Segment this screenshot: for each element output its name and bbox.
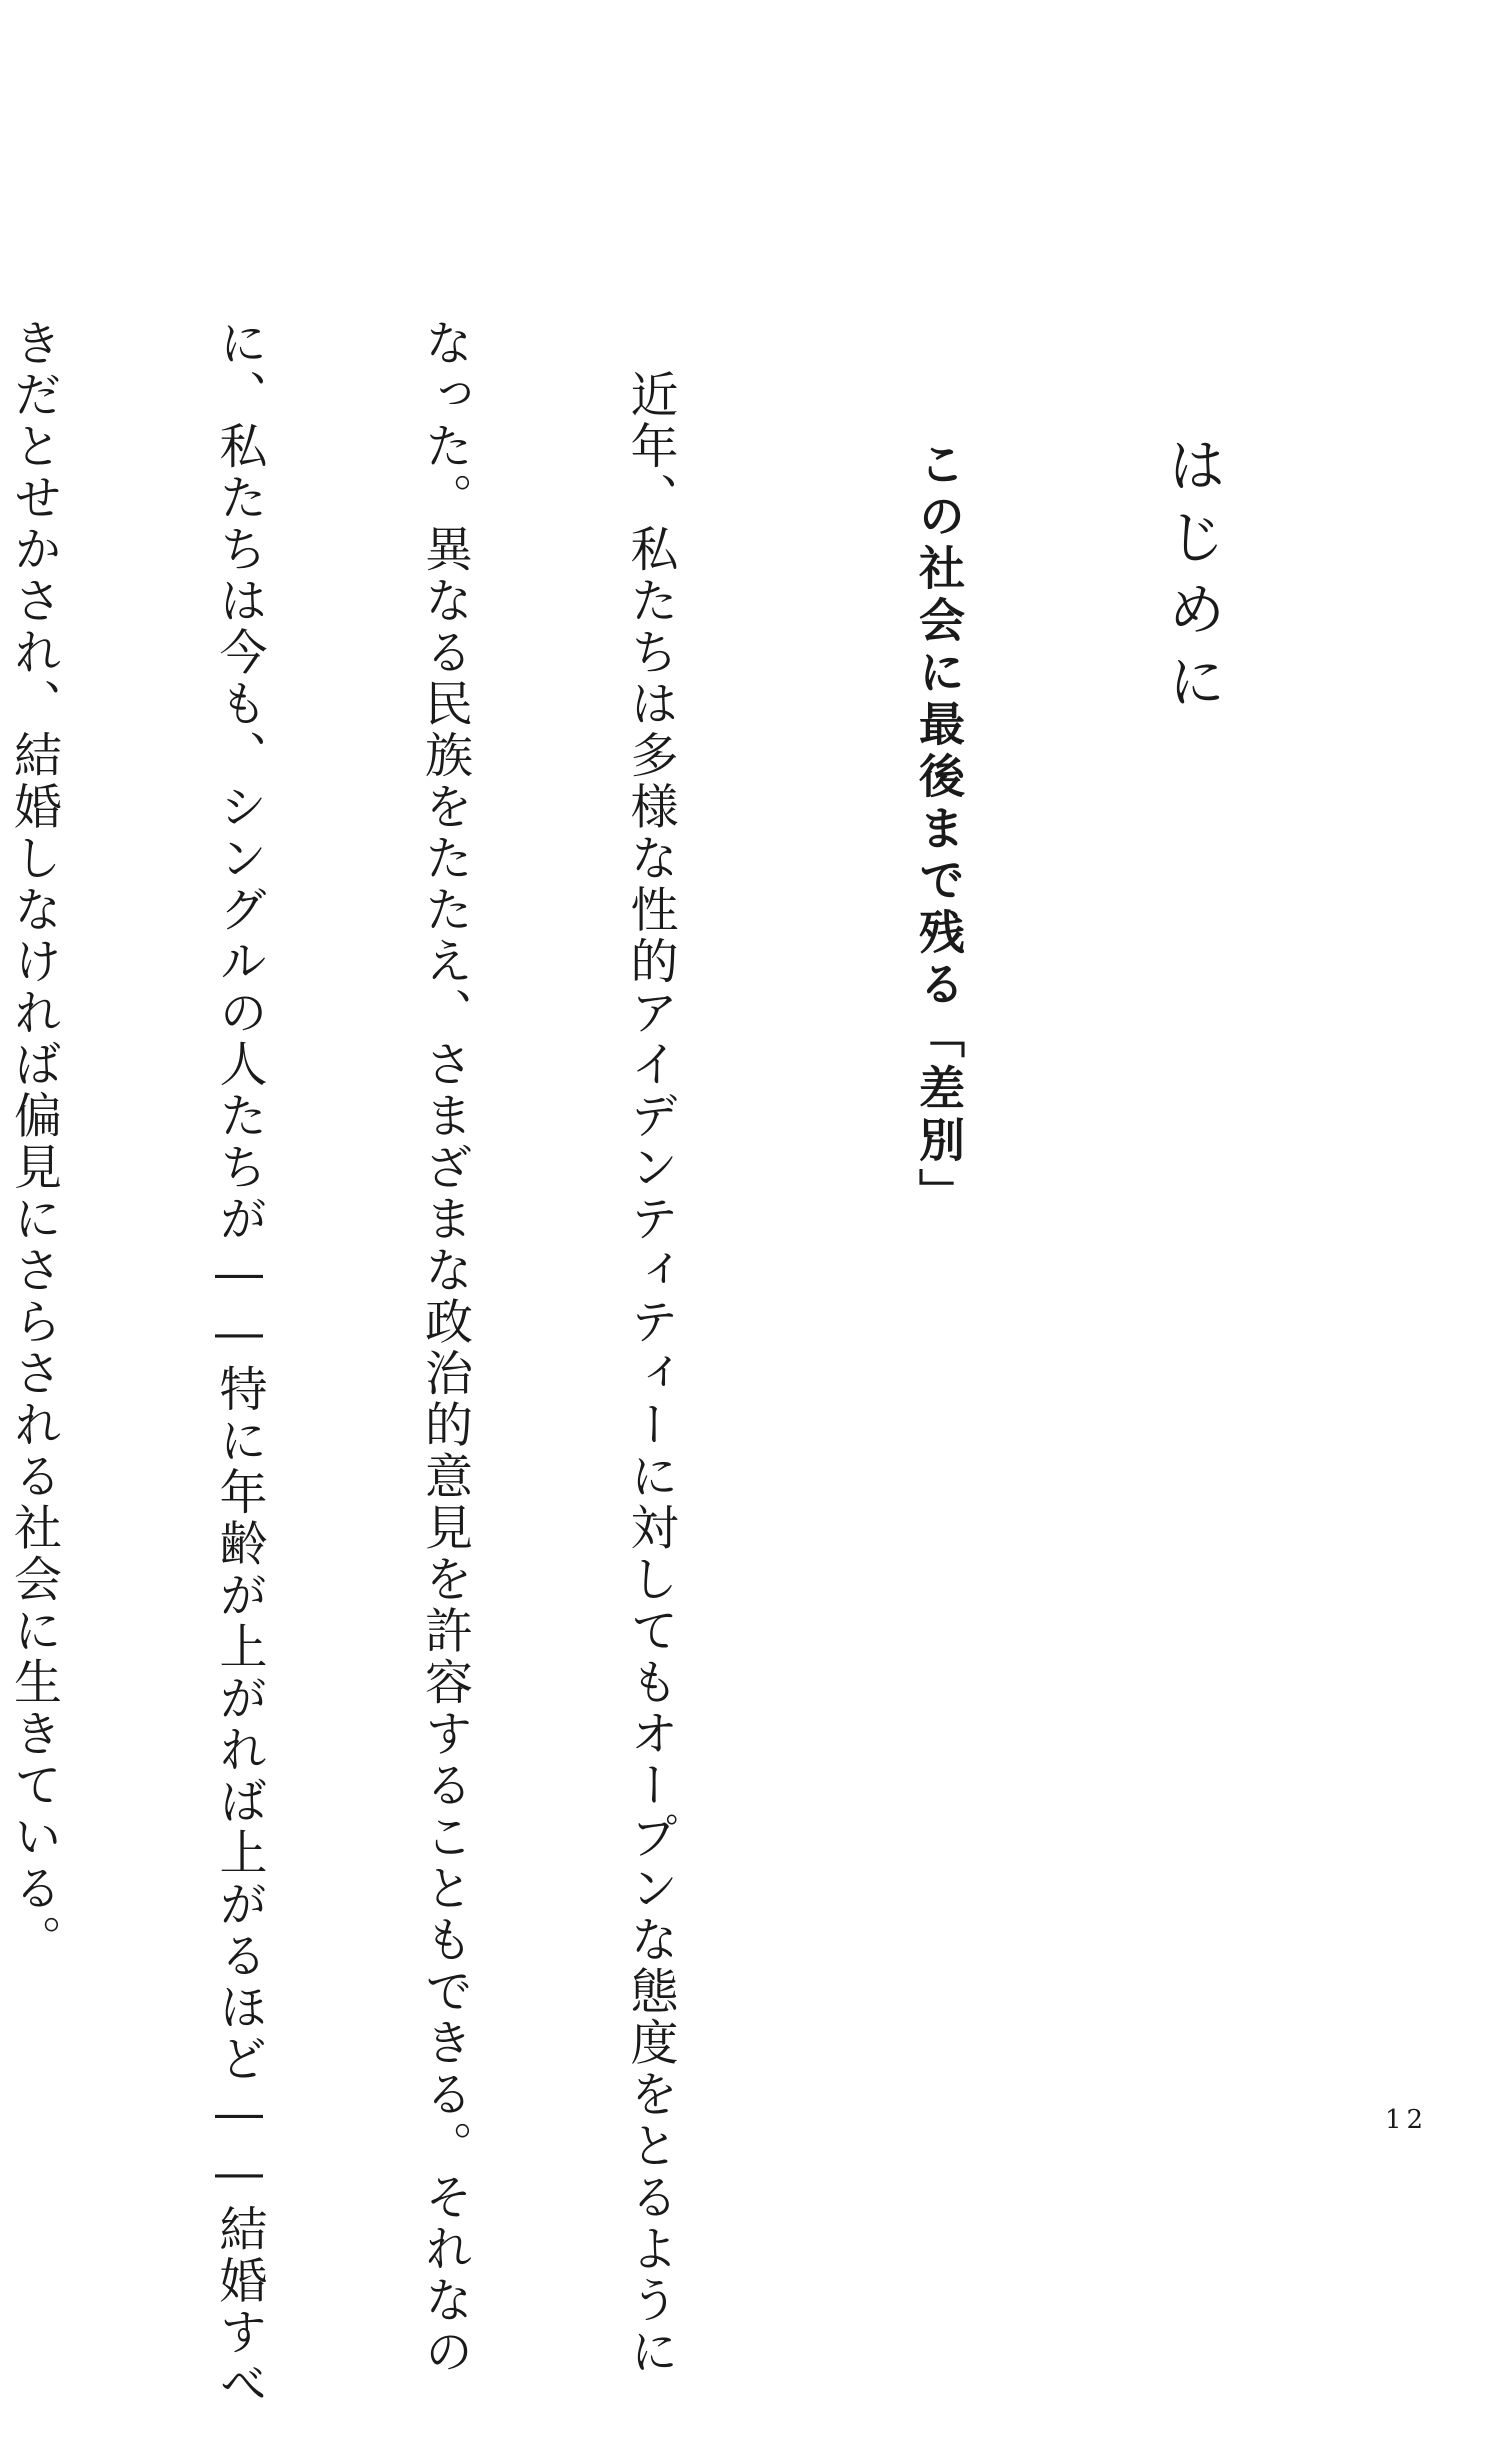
body-line: きだとせかされ、結婚しなければ偏見にさらされる社会に生きている。	[5, 318, 62, 1966]
page-number: 12	[1385, 2105, 1429, 2135]
body-text	[0, 318, 821, 2410]
body-line: なった。異なる民族をたたえ、さまざまな政治的意見を許容することもできる。それなの	[416, 318, 473, 2378]
chapter-title: はじめに	[1158, 435, 1226, 723]
section-heading: この社会に最後まで残る「差別」	[912, 440, 966, 1220]
body-line: に、私たちは今も、シングルの人たちが――特に年齢が上がれば上がるほど――結婚すべ	[211, 318, 267, 2410]
body-line: 近年、私たちは多様な性的アイデンティティーに対してもオープンな態度をとるように	[622, 318, 678, 2378]
